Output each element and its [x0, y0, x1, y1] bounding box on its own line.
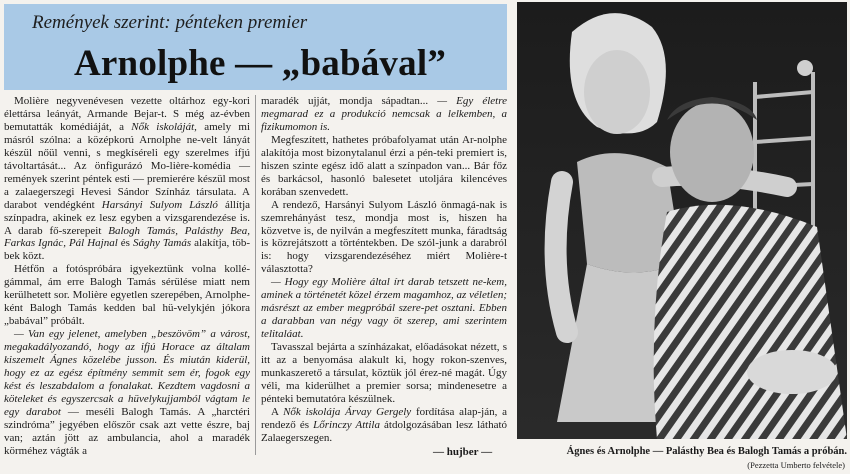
text-run: maradék ujját, mondja sápadtan...	[261, 95, 438, 107]
italic-text-run: Nők iskoláját	[131, 120, 195, 133]
text-run: és	[117, 237, 133, 250]
headline: Arnolphe — „babával”	[74, 43, 447, 84]
text-run: — meséli Balogh Tamás. A „harctéri szindróma” jegyében először csak azt vette észre, baj van; aztán jött az ambulancia, ahol a maradék körméhez vágták a	[4, 405, 250, 457]
rehearsal-photo	[517, 2, 847, 439]
paragraph	[4, 263, 250, 328]
text-run: A rendező, Harsányi Sulyom László önmagá-nak is szemrehányást tesz, mondja most is, hiszen ha közvetve is, de nyilván a megfeszített munka, fáradtság is közrejátszott a történtekben. De szól-junk a darabról is: hogy vizsgarendezéséhez miért Molière-t választotta?	[261, 198, 507, 276]
text-run: A	[271, 405, 284, 418]
italic-text-run: — Egy életre megmarad ez a produkció nemcsak a lelkemben, a fizikumomon is.	[261, 95, 507, 133]
paragraph	[261, 134, 507, 199]
italic-text-run: — Hogy egy Molière által írt darab tetszett ne-kem, aminek a történetét közel érzem magamhoz, az véletlen; másrészt az ember megpróbál szere-pet osztani. Ebben a darabban van négy vagy öt szerep, ami szerintem telitaláat.	[261, 276, 507, 341]
text-run: , amely mi másról szólna: a középkorú Arnolphe ne-velt lányát készül nőül venni, s megkíséreli egy szerelmes ifjú távoltartását... Az önfigurázó Mo-lière-komédia — remények szerint péntek esti — premierére készül most a zalaegerszegi Hevesi Sándor Színház társulata. A darabot vendégként	[4, 120, 250, 211]
kicker: Remények szerint: pénteken premier	[32, 12, 308, 33]
text-run: fordítása alap-ján, a rendező és	[261, 405, 507, 431]
text-run: állítja színpadra, akinek ez lesz egyben a vizsgarendezése is. A darab fő-szerepeit	[4, 198, 251, 237]
article-column-1	[4, 95, 250, 458]
paragraph	[261, 95, 507, 134]
text-run: Megfeszített, hathetes próbafolyamat után Ar-nolphe alakítója most bizonytalanul érzi a pén-teki premiert is, hiszen szinte egész idő alatt a színpadon van... Bár főz és barkácsol, hasonló balesetet utoljára kilencéves korában szenvedett.	[261, 133, 507, 198]
byline: — hujber —	[433, 446, 493, 458]
text-run: Tavasszal bejárta a színházakat, előadásokat nézett, s itt az a benyomása alakult ki, hogy rokon-szenves, munkaszerető a társulat, köztük jól érez-né magát. Úgy véli, ma kiderülhet a premier sorsa; mindenesetre a pénteki bemutatóra készülnek.	[261, 341, 507, 405]
italic-text-run: Balogh Tamás, Palásthy Bea, Farkas Ignác, Pál Hajnal	[4, 224, 250, 250]
italic-text-run: Lőrinczy Attila	[313, 418, 380, 431]
italic-text-run: Sághy Tamás	[132, 237, 192, 250]
text-run: Hétfőn a fotóspróbára igyekeztünk volna kollé-gámmal, ám erre Balogh Tamás sérülése miatt nem kerülhetett sor. Molière egyetlen szerepében, Arnolphe-ként Balogh Tamás kedden bal hü-velykjén jókora „babával” próbált.	[4, 263, 250, 328]
paragraph	[4, 328, 250, 458]
italic-text-run: — Van egy jelenet, amelyben „beszövöm” a várost, megakadályozandó, hogy az ifjú Horace az általam kiszemelt Ágnes közelébe jusson. És miután kiderül, hogy ez az egész építmény semmit sem ér, fogok egy kést és leszabdalom a fonalakat. Kezdtem vagdosni a köteleket és egyszercsak a hüvelykujjamból vágtam le egy darabot	[4, 328, 250, 418]
photo-illustration	[517, 2, 847, 439]
text-run: alakítja, töb-bek közt.	[4, 237, 250, 263]
paragraph	[4, 95, 250, 263]
italic-text-run: Nők iskolája	[283, 405, 341, 418]
paragraph	[261, 341, 507, 406]
italic-text-run: Árvay Gergely	[345, 405, 412, 418]
article-column-2	[261, 95, 507, 445]
paragraph	[261, 199, 507, 277]
photo-caption: Ágnes és Arnolphe — Palásthy Bea és Balogh Tamás a próbán.	[566, 446, 847, 457]
paragraph	[261, 276, 507, 341]
photo-credit: (Pezzetta Umberto felvétele)	[747, 460, 845, 470]
italic-text-run: Harsányi Sulyom László	[101, 198, 218, 211]
paragraph	[261, 406, 507, 445]
column-divider	[255, 95, 256, 455]
text-run: Molière negyvenévesen vezette oltárhoz egy-kori élettársa leányát, Armande Bejar-t. S még az-évben bemutatták komédiáját, a	[4, 95, 250, 133]
headline-band	[4, 4, 507, 90]
text-run: átdolgozásában lesz látható Zalaegerszegen.	[261, 418, 508, 444]
